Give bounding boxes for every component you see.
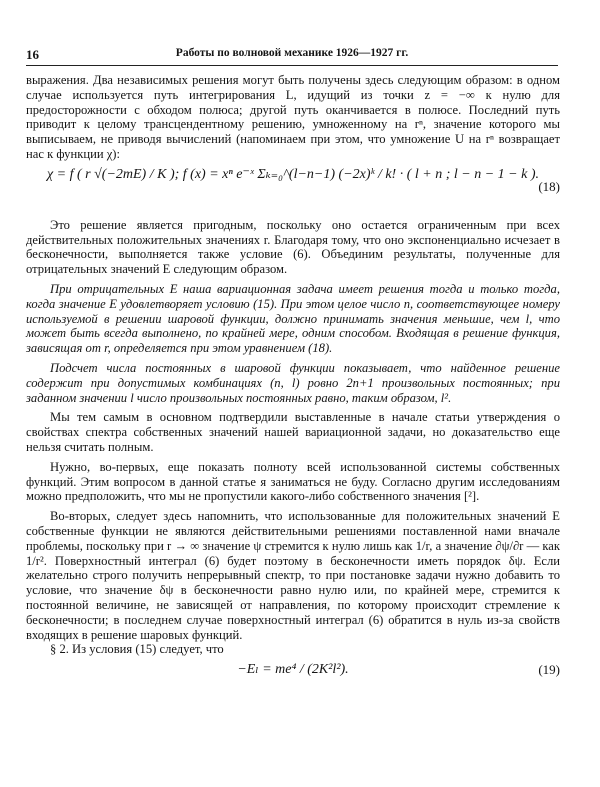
paragraph-3-theorem: При отрицательных E наша вариационная задача имеет решения тогда и только тогда, когда значение E удовлетворяет условию (15). При этом целое число n, соответствующее номеру используемой в решении шаровой функции, должно принимать значения меньшие, чем l, что может быть всегда выполнено, по крайней мере, одним способом. Входящая в решение функция, зависящая от r, определяется при этом уравнением (18). [26, 281, 560, 356]
page-body [26, 73, 560, 691]
page-header [26, 47, 558, 63]
paragraph-6: Нужно, во-первых, еще показать полноту всей использованной системы собственных функций. Этим вопросом в данной статье я заниматься не буду. Согласно другим исследованиям можно предположить, что мы не пропустили какого-либо собственного значения [²]. [26, 459, 560, 504]
page-number: 16 [26, 47, 39, 62]
equation-19 [26, 659, 560, 687]
paragraph-2: Это решение является пригодным, поскольку оно остается ограниченным при всех действительных положительных значениях r. Благодаря тому, что оно экспоненциально исчезает в бесконечности, выполняется также условие (6). Объединим результаты, полученные для отрицательных значений E следующим образом. [26, 217, 560, 277]
equation-18-formula: χ = f ( r √(−2mE) / K ); f (x) = xⁿ e⁻ˣ Σₖ₌₀^(l−n−1) (−2x)ᵏ / k! · ( l + n ; l − n − 1 − k ). [47, 166, 539, 182]
header-rule [26, 65, 558, 66]
equation-19-number: (19) [538, 662, 560, 678]
paragraph-4-theorem: Подсчет числа постоянных в шаровой функции показывает, что найденное решение содержит при допустимых комбинациях (n, l) ровно 2n+1 произвольных постоянных; при заданном значении l число произвольных постоянных равно, таким образом, l². [26, 360, 560, 405]
paragraph-8-section: § 2. Из условия (15) следует, что [50, 642, 224, 657]
paragraph-5: Мы тем самым в основном подтвердили выставленные в начале статьи утверждения о свойствах спектра собственных значений нашей вариационной задачи, но доказательство еще нельзя считать полным. [26, 410, 560, 454]
paragraph-7: Во-вторых, следует здесь напомнить, что использованные для положительных значений E собственные функции не являются действительными решениями поставленной нами вначале проблемы, поскольку при r → ∞ значение ψ стремится к нулю лишь как 1/r, а значение ∂ψ/∂r — как 1/r². Поверхностный интеграл (6) будет поэтому в бесконечности иметь порядок δψ. Если желательно строго получить непрерывный спектр, то при постановке задачи нужно добавить то условие, что значение δψ в бесконечности равно нулю или, по крайней мере, стремится к постоянной величине, не зависящей от направления, по которому происходит стремление к бесконечности; в последнем случае поверхностный интеграл (6) обратится в нуль из-за свойств входящих в решение шаровых функций. [26, 509, 560, 642]
equation-19-formula: −Eₗ = me⁴ / (2K²l²). [237, 662, 349, 678]
equation-18 [26, 164, 560, 214]
equation-18-number: (18) [538, 178, 560, 194]
running-title: Работы по волновой механике 1926—1927 гг. [175, 47, 409, 59]
paragraph-1: выражения. Два независимых решения могут быть получены здесь следующим образом: в одном случае используется путь интегрирования L, идущий из точки z = −∞ к нулю для предосторожности с обходом полюса; другой путь оканчивается в полюсе. Последний путь приводит к целому трансцендентному решению, умноженному на rⁿ, значение которого мы выписываем, не приводя вычислений (напоминаем при этом, что умножение U на rⁿ возвращает нас к функции χ): [26, 73, 560, 161]
